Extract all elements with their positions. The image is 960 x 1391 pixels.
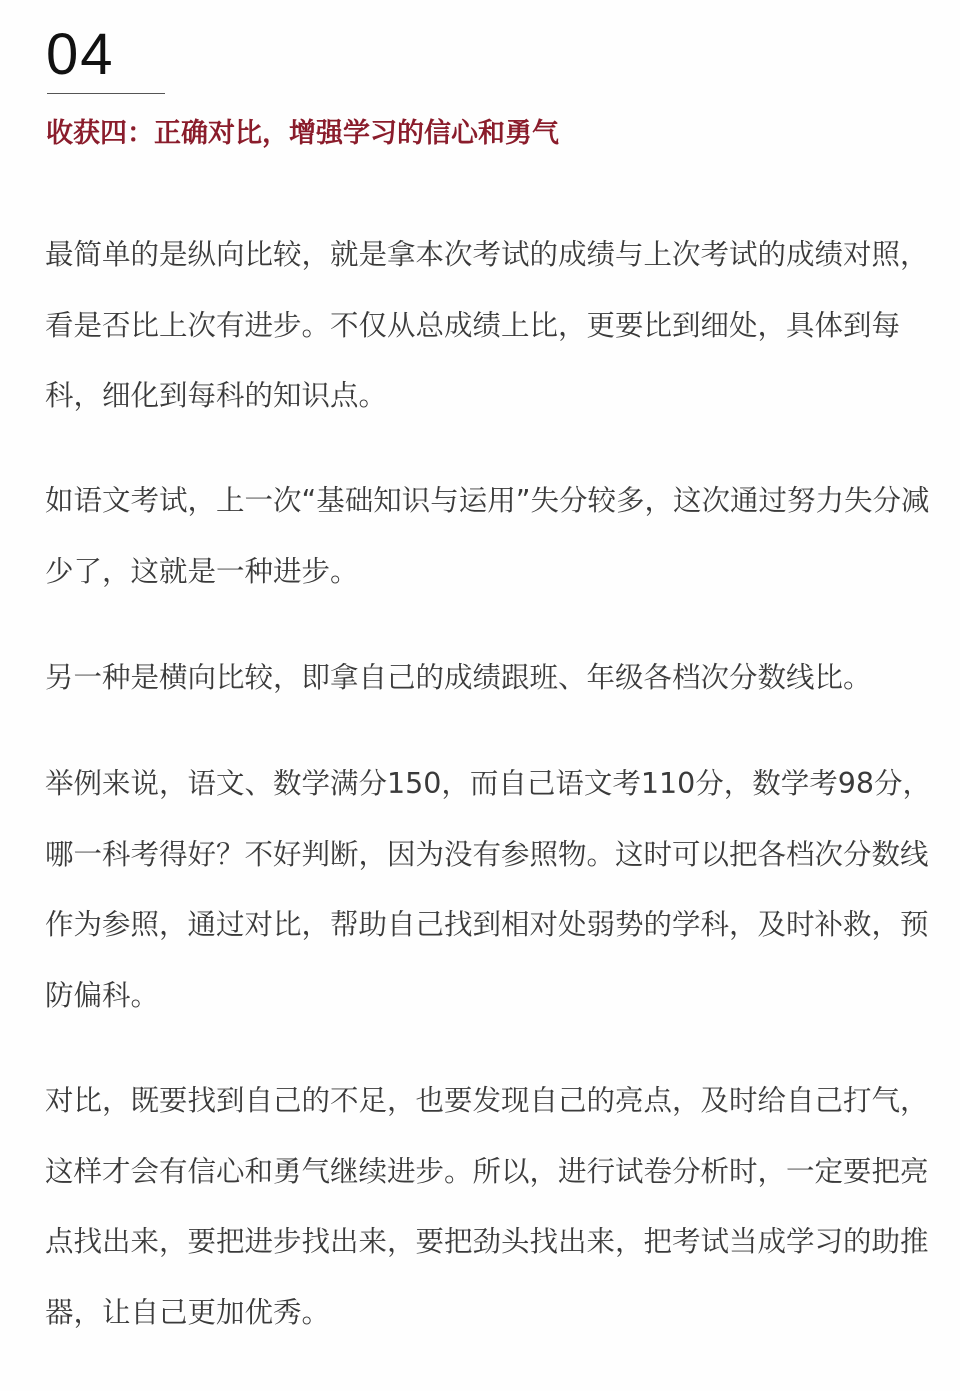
paragraph-chinese-exam-example: 如语文考试，上一次“基础知识与运用”失分较多，这次通过努力失分减少了，这就是一种进步。 xyxy=(45,484,930,588)
paragraph-vertical-comparison: 最简单的是纵向比较，就是拿本次考试的成绩与上次考试的成绩对照，看是否比上次有进步。不仅从总成绩上比，更要比到细处，具体到每科，细化到每科的知识点。 xyxy=(45,238,929,412)
paragraph-horizontal-comparison: 另一种是横向比较，即拿自己的成绩跟班、年级各档次分数线比。 xyxy=(45,661,872,694)
section-heading: 收获四：正确对比，增强学习的信心和勇气 xyxy=(46,118,559,149)
paragraph-confidence: 对比，既要找到自己的不足，也要发现自己的亮点，及时给自己打气，这样才会有信心和勇气继续进步。所以，进行试卷分析时，一定要把亮点找出来，要把进步找出来，要把劲头找出来，把考试当成学习的助推器，让自己更加优秀。 xyxy=(45,1084,929,1329)
section-divider xyxy=(47,93,165,94)
paragraph-score-example: 举例来说，语文、数学满分150，而自己语文考110分，数学考98分，哪一科考得好？不好判断，因为没有参照物。这时可以把各档次分数线作为参照，通过对比，帮助自己找到相对处弱势的学科，及时补救，预防偏科。 xyxy=(45,767,932,1012)
section-number: 04 xyxy=(46,22,115,87)
